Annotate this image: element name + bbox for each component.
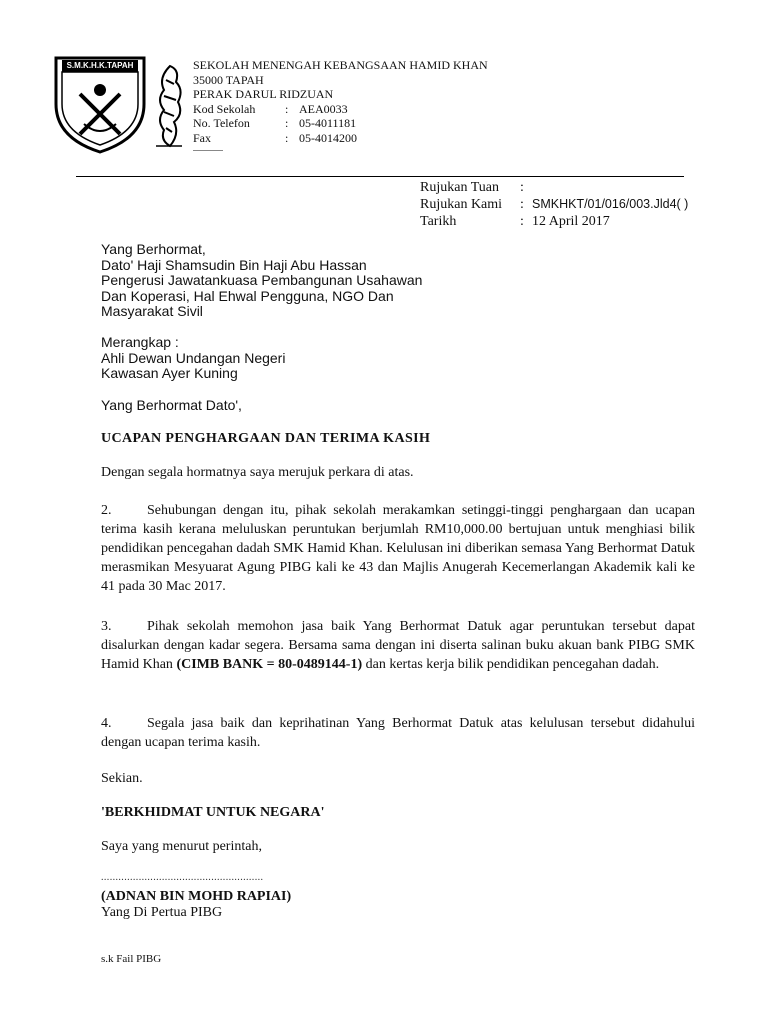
recipient-line: Dato' Haji Shamsudin Bin Haji Abu Hassan <box>101 256 367 273</box>
tiger-emblem-icon <box>150 60 188 156</box>
detail-label: No. Telefon <box>193 116 250 130</box>
salutation: Yang Berhormat Dato', <box>101 397 242 413</box>
detail-label: Kod Sekolah <box>193 101 256 116</box>
ref-colon: : <box>520 180 524 195</box>
footer-cc: s.k Fail PIBG <box>101 953 162 965</box>
ref-value: SMKHKT/01/016/003.Jld4( ) <box>532 197 689 211</box>
ref-label: Tarikh <box>420 214 457 229</box>
recipient-line: Yang Berhormat, <box>101 241 206 257</box>
detail-label: Fax <box>193 130 211 145</box>
detail-colon: : <box>285 101 289 116</box>
paragraph-text-end: dan kertas kerja bilik pendidikan pencegahan dadah. <box>362 657 660 672</box>
motto: 'BERKHIDMAT UNTUK NEGARA' <box>101 805 325 820</box>
signature-line: ........................................................ <box>101 872 264 883</box>
cc-line: Merangkap : <box>101 334 179 350</box>
school-code-row <box>193 102 593 117</box>
recipient-line: Pengerusi Jawatankuasa Pembangunan Usahawan <box>101 272 423 288</box>
school-header <box>193 58 593 145</box>
school-address-line2: PERAK DARUL RIDZUAN <box>193 87 334 101</box>
ref-row-date <box>420 213 720 230</box>
bank-account: (CIMB BANK = 80-0489144-1) <box>176 657 363 672</box>
recipient-line: Dan Koperasi, Hal Ehwal Pengguna, NGO Dan <box>101 287 394 304</box>
school-fax-row <box>193 131 593 146</box>
paragraph-number: 3. <box>101 619 112 634</box>
header-divider <box>76 176 684 177</box>
ref-label: Rujukan Kami <box>420 197 503 212</box>
paragraph-text: Sehubungan dengan itu, pihak sekolah merakamkan setinggi-tinggi penghargaan dan ucapan terima kasih kerana meluluskan peruntukan berjumlah RM10,000.00 bertujuan untuk menghiasi bilik pendidikan pencegahan dadah SMK Hamid Khan. Kelulusan ini diberikan semasa Yang Berhormat Datuk merasmikan Mesyuarat Agung PIBG kali ke 43 dan Majlis Anugerah Kecemerlangan Akademik kali ke 41 pada 30 Mac 2017. <box>101 503 695 594</box>
sign-off: Saya yang menurut perintah, <box>101 839 262 854</box>
school-name: SEKOLAH MENENGAH KEBANGSAAN HAMID KHAN <box>193 58 488 72</box>
cc-line: Kawasan Ayer Kuning <box>101 365 238 381</box>
school-address-line1: 35000 TAPAH <box>193 72 264 87</box>
paragraph-text: Pihak sekolah memohon jasa baik Yang Berhormat Datuk agar peruntukan tersebut dapat disalurkan dengan kadar segera. Bersama sama dengan ini diserta salinan buku akuan bank PIBG SMK Hamid Khan <box>101 619 695 672</box>
paragraph-number: 2. <box>101 503 112 518</box>
school-phone-row <box>193 116 593 131</box>
signer-title: Yang Di Pertua PIBG <box>101 905 223 920</box>
paragraph-2 <box>101 501 695 596</box>
subject-heading: UCAPAN PENGHARGAAN DAN TERIMA KASIH <box>101 431 431 446</box>
signer-name: (ADNAN BIN MOHD RAPIAI) <box>101 889 292 904</box>
detail-value: 05-4014200 <box>299 130 357 145</box>
ref-colon: : <box>520 197 524 212</box>
school-crest <box>50 52 150 156</box>
paragraph-3 <box>101 617 695 674</box>
closing: Sekian. <box>101 771 143 786</box>
opening-line: Dengan segala hormatnya saya merujuk perkara di atas. <box>101 465 414 480</box>
recipient-line: Masyarakat Sivil <box>101 303 203 319</box>
ref-colon: : <box>520 214 524 229</box>
ref-row-tuan <box>420 179 720 196</box>
cc-block <box>101 335 501 382</box>
header-accent-line <box>193 150 223 151</box>
detail-value: AEA0033 <box>299 101 348 116</box>
paragraph-4 <box>101 714 695 752</box>
recipient-block <box>101 242 501 320</box>
crest-label: S.M.K.H.K.TAPAH <box>66 61 134 70</box>
ref-value: 12 April 2017 <box>532 214 610 229</box>
ref-label: Rujukan Tuan <box>420 180 499 195</box>
paragraph-number: 4. <box>101 716 112 731</box>
paragraph-text: Segala jasa baik dan keprihatinan Yang Berhormat Datuk atas kelulusan tersebut didahului dengan ucapan terima kasih. <box>101 716 695 750</box>
reference-block <box>420 179 720 230</box>
ref-row-kami <box>420 196 720 213</box>
detail-colon: : <box>285 130 289 145</box>
detail-colon: : <box>285 116 289 130</box>
cc-line: Ahli Dewan Undangan Negeri <box>101 349 286 366</box>
detail-value: 05-4011181 <box>299 116 357 130</box>
